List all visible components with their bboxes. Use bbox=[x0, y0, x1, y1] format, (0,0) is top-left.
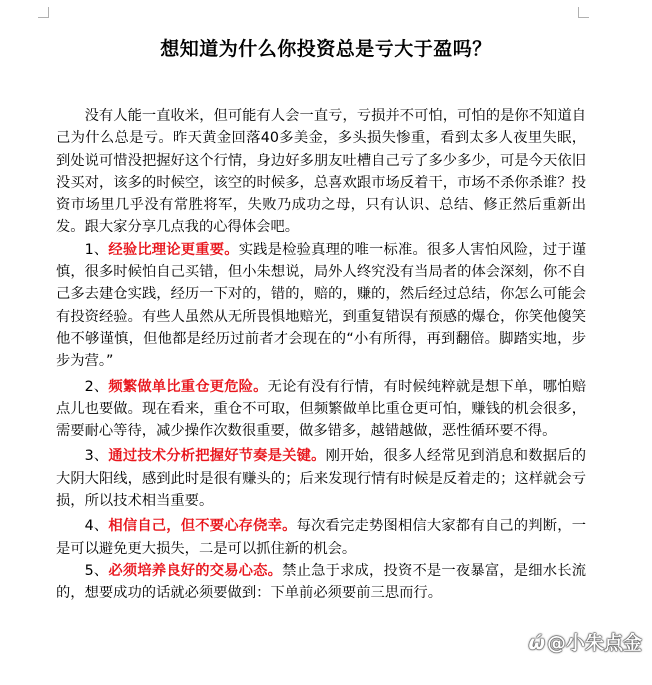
point-1-number: 1、 bbox=[84, 241, 109, 258]
point-3-heading: 通过技术分析把握好节奏是关键。 bbox=[108, 448, 326, 465]
watermark-handle: @小朱点金 bbox=[546, 632, 642, 654]
point-1-heading: 经验比理论更重要。 bbox=[108, 241, 239, 258]
point-4-body: 每次看完走势图相信大家都有自己的判断，一是可以避免更大损失，二是可以抓住新的机会。 bbox=[56, 518, 586, 557]
point-2-number: 2、 bbox=[84, 378, 109, 395]
point-3-body: 刚开始，很多人经常见到消息和数据后的大阴大阳线，感到此时是很有赚头的；后来发现行情有时候是反着走的；这样就会亏损，所以技术相当重要。 bbox=[56, 448, 587, 510]
point-5-body: 禁止急于求成，投资不是一夜暴富，是细水长流的，想要成功的话就必须要做到：下单前必须要前三思而行。 bbox=[56, 562, 587, 602]
point-3 bbox=[56, 445, 586, 512]
document-title: 想知道为什么你投资总是亏大于盈吗？ bbox=[160, 38, 492, 60]
point-4-number: 4、 bbox=[84, 518, 109, 535]
point-2-heading: 频繁做单比重仓更危险。 bbox=[108, 378, 268, 395]
page-corner-mark-left bbox=[38, 7, 49, 18]
point-3-number: 3、 bbox=[84, 448, 109, 465]
point-2-body: 无论有没有行情，有时候纯粹就是想下单，哪怕赔点儿也要做。现在看来，重仓不可取，但频繁做单比重仓更可怕，赚钱的机会很多，需要耐心等待，减少操作次数很重要，做多错多，越错越做，恶性循环要不得。 bbox=[56, 378, 587, 440]
point-1 bbox=[56, 239, 586, 373]
watermark-brand-icon: ώ bbox=[528, 632, 545, 654]
point-5-number: 5、 bbox=[84, 562, 109, 579]
point-4-heading: 相信自己，但不要心存侥幸。 bbox=[108, 518, 297, 535]
point-5-heading: 必须培养良好的交易心态。 bbox=[108, 562, 283, 579]
intro-paragraph: 没有人能一直收米，但可能有人会一直亏，亏损并不可怕，可怕的是你不知道自己为什么总是亏。昨天黄金回落40多美金，多头损失惨重，看到太多人夜里失眠，到处说可惜没把握好这个行情，身边好多朋友吐槽自己亏了多少多少，可是今天依旧没买对，该多的时候空，该空的时候多，总喜欢跟市场反着干，市场不杀你杀谁？投资市场里几乎没有常胜将军，失败乃成功之母，只有认识、总结、修正然后重新出发。跟大家分享几点我的心得体会吧。 bbox=[56, 108, 586, 236]
point-2 bbox=[56, 376, 586, 443]
page-corner-mark-right bbox=[578, 7, 589, 18]
point-5 bbox=[56, 560, 586, 605]
watermark bbox=[528, 628, 642, 655]
point-1-body: 实践是检验真理的唯一标准。很多人害怕风险，过于谨慎，很多时候怕自己买错，但小朱想说，局外人终究没有当局者的体会深刻，你不自己多去建仓实践，经历一下对的，错的，赔的，赚的，然后经过总结，你怎么可能会有投资经验。有些人虽然从无所畏惧地赔光，到重复错误有预感的爆仓，你笑他傻笑他不够谨慎，但他都是经历过前者才会现在的“小有所得，再到翻倍。脚踏实地，步步为营。” bbox=[56, 241, 587, 370]
point-4 bbox=[56, 515, 586, 560]
document-body bbox=[56, 105, 586, 605]
